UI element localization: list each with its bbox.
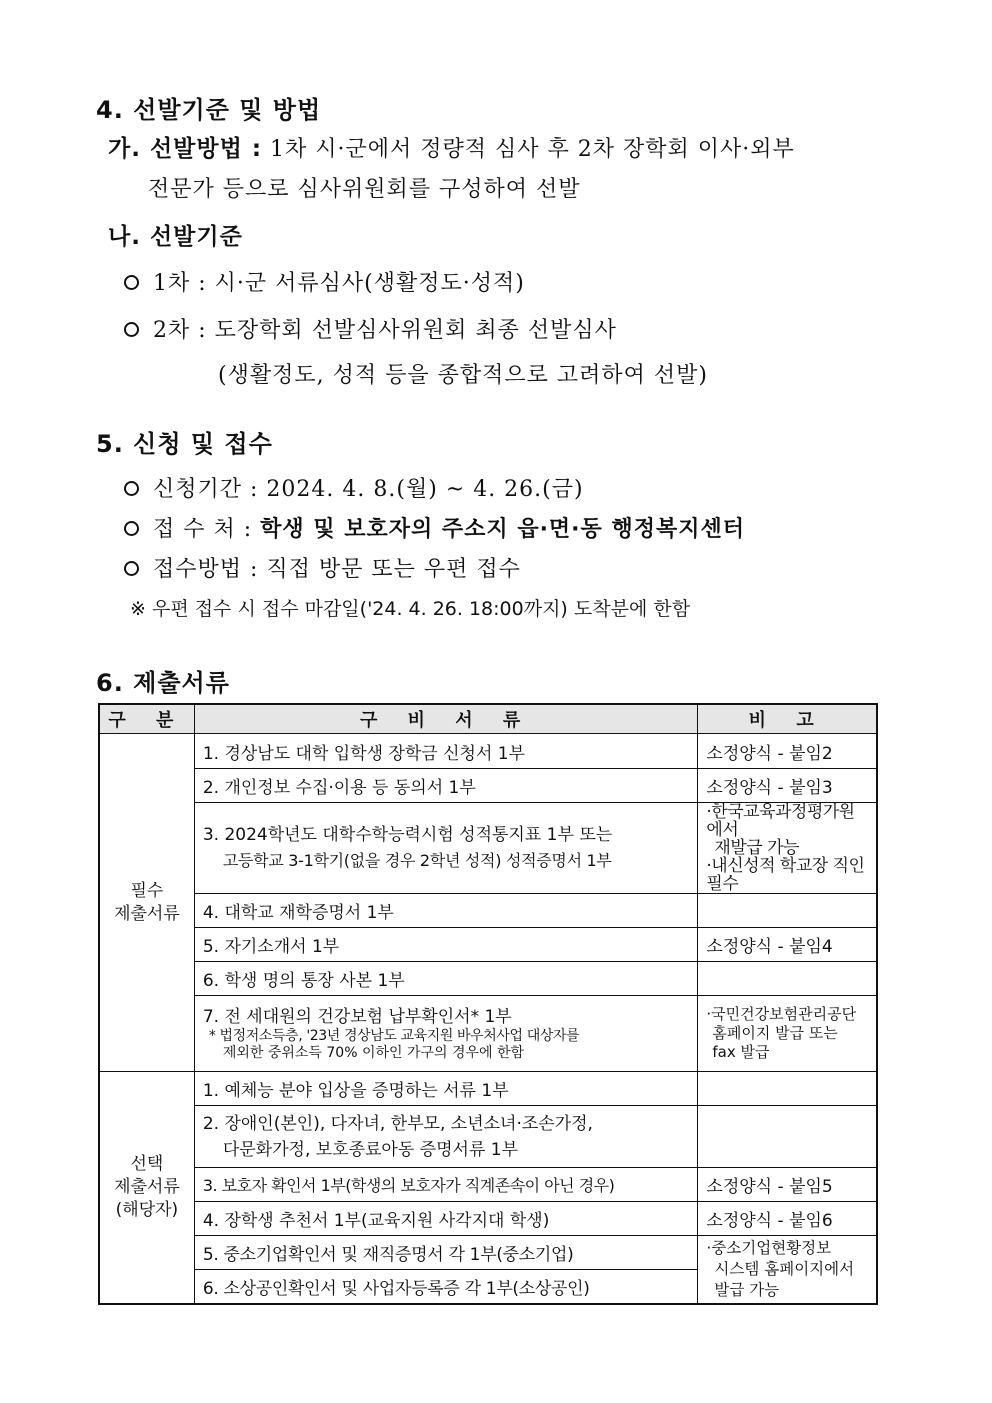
optional-item-5: 5. 중소기업확인서 및 재직증명서 각 1부(중소기업) [194,1236,698,1270]
required-item-5: 5. 자기소개서 1부 [194,928,698,962]
required-item-3-note-line1: ·한국교육과정평가원에서 [706,802,855,840]
required-item-3-line2: 고등학교 3-1학기(없을 경우 2학년 성적) 성적증명서 1부 [222,851,612,870]
table-row [99,996,877,1072]
application-method-text: 접수방법 : 직접 방문 또는 우편 접수 [153,557,521,582]
table-row [99,1168,877,1202]
optional-item-2-line2: 다문화가정, 보호종료아동 증명서류 1부 [222,1139,519,1160]
table-row [99,1106,877,1168]
application-place [124,512,745,543]
application-place-label: 접 수 처 : [153,517,253,542]
optional-item-5-6-note-line3: 발급 가능 [714,1280,780,1299]
circle-bullet-icon [124,561,139,576]
table-row [99,1202,877,1236]
optional-item-4-note: 소정양식 - 붙임6 [698,1202,877,1236]
selection-criteria-label: 나. 선발기준 [108,224,243,250]
table-row [99,803,877,894]
circle-bullet-icon [124,275,139,290]
application-place-value: 학생 및 보호자의 주소지 읍·면·동 행정복지센터 [260,517,745,542]
table-header-row [99,704,877,734]
required-item-7-line1: 7. 전 세대원의 건강보험 납부확인서* 1부 [202,1006,512,1027]
selection-method-label: 가. 선발방법 : [108,136,263,162]
section-6-heading: 6. 제출서류 [96,669,230,697]
application-method [124,552,521,583]
application-period [124,472,584,503]
optional-item-2 [194,1106,698,1168]
required-item-7-note [698,996,877,1072]
required-item-2: 2. 개인정보 수집·이용 등 동의서 1부 [194,769,698,803]
required-item-5-note: 소정양식 - 붙임4 [698,928,877,962]
table-row [99,734,877,769]
required-item-7-footnote-2: 제외한 중위소득 70% 이하인 가구의 경우에 한함 [222,1044,525,1061]
mail-deadline-note: ※ 우편 접수 시 접수 마감일('24. 4. 26. 18:00까지) 도착분에 한함 [130,598,691,620]
selection-method-line [108,130,795,163]
optional-item-1: 1. 예체능 분야 입상을 증명하는 서류 1부 [194,1072,698,1106]
circle-bullet-icon [124,521,139,536]
table-row [99,928,877,962]
required-item-3-line1: 3. 2024학년도 대학수학능력시험 성적통지표 1부 또는 [202,825,613,845]
required-item-6: 6. 학생 명의 통장 사본 1부 [194,962,698,996]
required-item-3-note [698,803,877,894]
optional-item-5-6-note-line2: 시스템 홈페이지에서 [714,1259,855,1278]
required-item-2-note: 소정양식 - 붙임3 [698,769,877,803]
table-row [99,769,877,803]
optional-item-3: 3. 보호자 확인서 1부(학생의 보호자가 직계존속이 아닌 경우) [194,1168,698,1202]
optional-item-5-6-note [698,1236,877,1304]
criteria-first-round [124,266,525,297]
required-item-1: 1. 경상남도 대학 입학생 장학금 신청서 1부 [194,734,698,769]
required-item-6-note [698,962,877,996]
required-item-7-note-line3: fax 발급 [712,1043,770,1061]
optional-item-5-6-note-line1: ·중소기업현황정보 [706,1238,832,1257]
required-item-3-note-line2: 재발급 가능 [714,838,799,858]
criteria-second-round [124,313,617,344]
header-notes: 비 고 [698,704,877,734]
circle-bullet-icon [124,481,139,496]
section-4-heading: 4. 선발기준 및 방법 [96,96,322,124]
required-item-3 [194,803,698,894]
required-item-7-note-line1: ·국민건강보험관리공단 [706,1005,857,1023]
optional-item-2-line1: 2. 장애인(본인), 다자녀, 한부모, 소년소녀·조손가정, [202,1113,593,1134]
table-row [99,1236,877,1270]
optional-item-1-note [698,1072,877,1106]
circle-bullet-icon [124,322,139,337]
optional-item-3-note: 소정양식 - 붙임5 [698,1168,877,1202]
header-category: 구 분 [99,704,194,734]
required-item-4: 4. 대학교 재학증명서 1부 [194,894,698,928]
selection-method-text-cont: 전문가 등으로 심사위원회를 구성하여 선발 [148,177,581,202]
table-row [99,1072,877,1106]
table-row [99,962,877,996]
criteria-first-round-text: 1차 : 시·군 서류심사(생활정도·성적) [153,271,525,296]
application-period-text: 신청기간 : 2024. 4. 8.(월) ~ 4. 26.(금) [153,477,584,502]
optional-item-2-note [698,1106,877,1168]
header-documents: 구 비 서 류 [194,704,698,734]
section-5-heading: 5. 신청 및 접수 [96,430,273,458]
optional-item-6: 6. 소상공인확인서 및 사업자등록증 각 1부(소상공인) [194,1270,698,1304]
required-category: 필수 제출서류 [99,734,194,1072]
required-item-7 [194,996,698,1072]
criteria-second-round-note: (생활정도, 성적 등을 종합적으로 고려하여 선발) [218,363,708,388]
required-item-7-footnote-1: * 법정저소득층, '23년 경상남도 교육지원 바우처사업 대상자를 [208,1027,580,1044]
table-row [99,894,877,928]
optional-category: 선택 제출서류 (해당자) [99,1072,194,1304]
documents-table [98,703,878,1305]
criteria-second-round-text: 2차 : 도장학회 선발심사위원회 최종 선발심사 [153,318,617,343]
selection-method-text: 1차 시·군에서 정량적 심사 후 2차 장학회 이사·외부 [270,137,795,162]
required-item-7-note-line2: 홈페이지 발급 또는 [712,1024,838,1042]
optional-item-4: 4. 장학생 추천서 1부(교육지원 사각지대 학생) [194,1202,698,1236]
required-item-3-note-line3: ·내신성적 학교장 직인 필수 [706,856,865,894]
required-item-1-note: 소정양식 - 붙임2 [698,734,877,769]
required-item-4-note [698,894,877,928]
